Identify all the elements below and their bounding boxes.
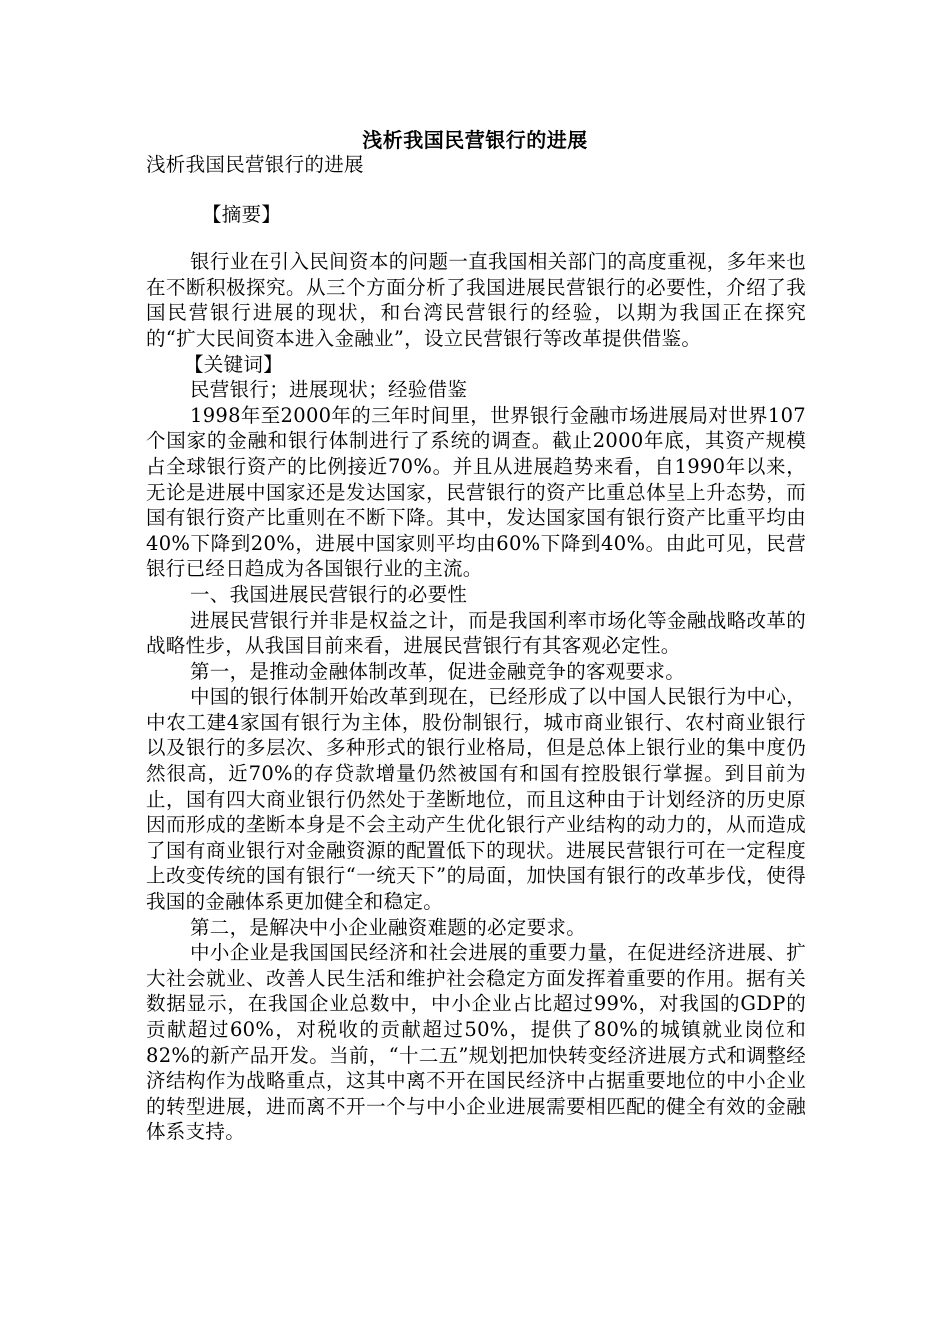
document-subtitle: 浅析我国民营银行的进展 [146, 153, 364, 176]
keywords-heading: 【关键词】 [184, 352, 284, 376]
section-heading: 一、我国进展民营银行的必要性 [190, 582, 468, 606]
blank-line [146, 178, 806, 202]
paragraph: 进展民营银行并非是权益之计，而是我国利率市场化等金融战略改革的战略性步，从我国目前来看，进展民营银行有其客观必定性。 [146, 608, 806, 658]
document-body [146, 152, 806, 1145]
paragraph: 中国的银行体制开始改革到现在，已经形成了以中国人民银行为中心，中农工建4家国有银行为主体，股份制银行，城市商业银行、农村商业银行以及银行的多层次、多种形式的银行业格局，但是总体上银行业的集中度仍然很高，近70%的存贷款增量仍然被国有和国有控股银行掌握。到目前为止，国有四大商业银行仍然处于垄断地位，而且这种由于计划经济的历史原因而形成的垄断本身是不会主动产生优化银行产业结构的动力的，从而造成了国有商业银行对金融资源的配置低下的现状。进展民营银行可在一定程度上改变传统的国有银行“一统天下”的局面，加快国有银行的改革步伐，使得我国的金融体系更加健全和稳定。 [146, 685, 806, 914]
point-heading: 第一，是推动金融体制改革，促进金融竞争的客观要求。 [190, 659, 686, 683]
abstract-text: 银行业在引入民间资本的问题一直我国相关部门的高度重视，多年来也在不断积极探究。从三个方面分析了我国进展民营银行的必要性，介绍了我国民营银行进展的现状，和台湾民营银行的经验，以期为我国正在探究的“扩大民间资本进入金融业”，设立民营银行等改革提供借鉴。 [146, 250, 806, 350]
blank-line [146, 227, 806, 249]
document-title: 浅析我国民营银行的进展 [362, 128, 588, 152]
paragraph: 1998年至2000年的三年时间里，世界银行金融市场进展局对世界107个国家的金融和银行体制进行了系统的调查。截止2000年底，其资产规模占全球银行资产的比例接近70%。并且从进展趋势来看，自1990年以来，无论是进展中国家还是发达国家，民营银行的资产比重总体呈上升态势，而国有银行资产比重则在不断下降。其中，发达国家国有银行资产比重平均由40%下降到20%，进展中国家则平均由60%下降到40%。由此可见，民营银行已经日趋成为各国银行业的主流。 [146, 403, 806, 581]
keywords-text: 民营银行；进展现状；经验借鉴 [190, 378, 468, 402]
abstract-heading: 【摘要】 [202, 202, 282, 226]
paragraph: 中小企业是我国国民经济和社会进展的重要力量，在促进经济进展、扩大社会就业、改善人民生活和维护社会稳定方面发挥着重要的作用。据有关数据显示，在我国企业总数中，中小企业占比超过99%，对我国的GDP的贡献超过60%，对税收的贡献超过50%，提供了80%的城镇就业岗位和82%的新产品开发。当前，“十二五”规划把加快转变经济进展方式和调整经济结构作为战略重点，这其中离不开在国民经济中占据重要地位的中小企业的转型进展，进而离不开一个与中小企业进展需要相匹配的健全有效的金融体系支持。 [146, 941, 806, 1144]
point-heading: 第二，是解决中小企业融资难题的必定要求。 [190, 915, 587, 939]
